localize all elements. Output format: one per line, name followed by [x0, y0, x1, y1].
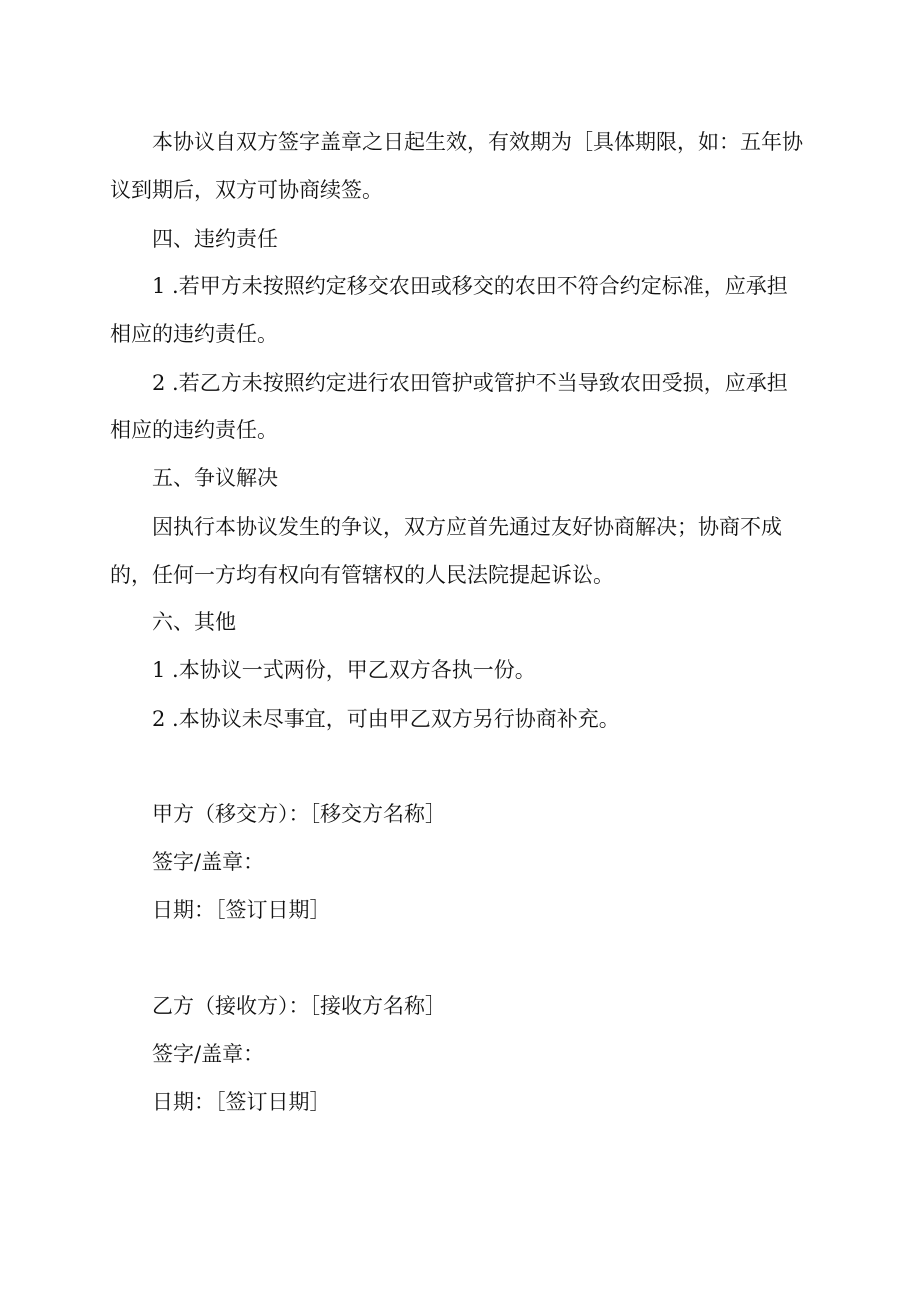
- section-heading-liability: 四、违约责任: [152, 227, 278, 251]
- liability-item-1-line-1: 1 .若甲方未按照约定移交农田或移交的农田不符合约定标准，应承担: [152, 274, 788, 298]
- liability-item-2-line-2: 相应的违约责任。: [110, 418, 278, 442]
- dispute-body-line-2: 的，任何一方均有权向有管辖权的人民法院提起诉讼。: [110, 563, 614, 587]
- other-item-1: 1 .本协议一式两份，甲乙双方各执一份。: [152, 658, 536, 682]
- party-b-name-line: 乙方（接收方）：［接收方名称］: [152, 994, 446, 1018]
- party-a-sign-line: 签字/盖章：: [152, 850, 265, 874]
- party-a-name-line: 甲方（移交方）：［移交方名称］: [152, 802, 446, 826]
- party-b-date-line: 日期：［签订日期］: [152, 1090, 331, 1114]
- party-a-date-line: 日期：［签订日期］: [152, 898, 331, 922]
- clause-validity-line-1: 本协议自双方签字盖章之日起生效，有效期为［具体期限，如：五年协: [152, 130, 803, 154]
- liability-item-1-line-2: 相应的违约责任。: [110, 322, 278, 346]
- party-b-sign-line: 签字/盖章：: [152, 1042, 265, 1066]
- clause-validity-line-2: 议到期后，双方可协商续签。: [110, 178, 383, 202]
- section-heading-dispute: 五、争议解决: [152, 466, 278, 490]
- liability-item-2-line-1: 2 .若乙方未按照约定进行农田管护或管护不当导致农田受损，应承担: [152, 371, 788, 395]
- dispute-body-line-1: 因执行本协议发生的争议，双方应首先通过友好协商解决；协商不成: [152, 515, 782, 539]
- section-heading-other: 六、其他: [152, 610, 236, 634]
- other-item-2: 2 .本协议未尽事宜，可由甲乙双方另行协商补充。: [152, 707, 620, 731]
